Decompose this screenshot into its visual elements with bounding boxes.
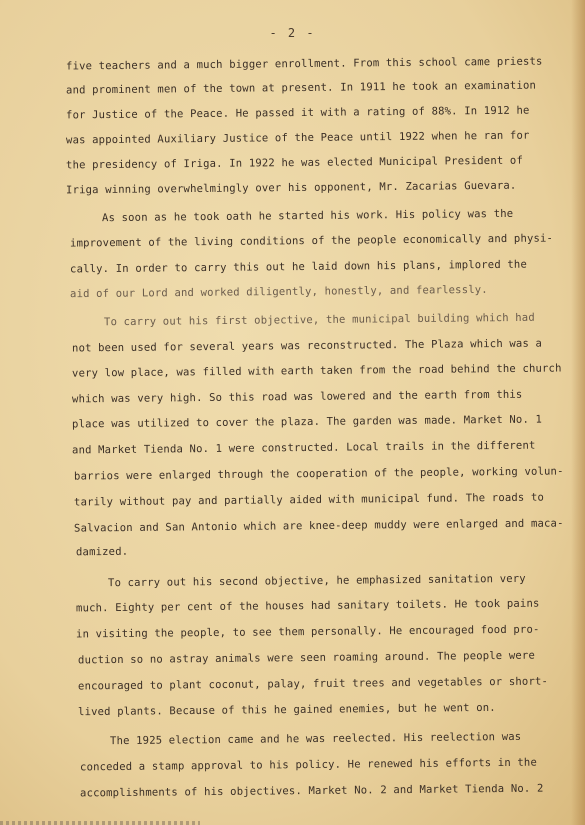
text-line: damized.: [75, 545, 129, 559]
text-line: aid of our Lord and worked diligently, honestly, and fearlessly.: [69, 283, 488, 301]
text-line: conceded a stamp approval to his policy. He renewed his efforts in the: [79, 756, 538, 774]
text-line: was appointed Auxiliary Justice of the Peace until 1922 when he ran for: [65, 129, 530, 147]
text-line: cally. In order to carry this out he laid down his plans, implored the: [69, 258, 528, 276]
page-edge-stain: [571, 0, 585, 825]
text-line: five teachers and a much bigger enrollment. From this school came priests: [65, 55, 543, 73]
text-line: and prominent men of the town at present. In 1911 he took an examination: [65, 79, 537, 97]
text-line: place was utilized to cover the plaza. The garden was made. Market No. 1: [71, 413, 543, 431]
text-line: which was very high. So this road was lowered and the earth from this: [71, 388, 523, 406]
text-line: tarily without pay and partially aided with municipal fund. The roads to: [73, 491, 545, 509]
text-line: in visiting the people, to see them personally. He encouraged food pro-: [75, 623, 540, 641]
text-line: Iriga winning overwhelmingly over his opponent, Mr. Zacarias Guevara.: [65, 179, 517, 197]
text-line: and Market Tienda No. 1 were constructed. Local trails in the different: [71, 439, 536, 457]
text-line: barrios were enlarged through the cooperation of the people, working volun-: [73, 465, 564, 483]
text-line: The 1925 election came and he was reelected. His reelection was: [109, 730, 522, 748]
page-number: - 2 -: [269, 26, 316, 40]
text-line: encouraged to plant coconut, palay, fruit trees and vegetables or short-: [77, 675, 549, 693]
text-line: for Justice of the Peace. He passed it with a rating of 88%. In 1912 he: [65, 104, 530, 122]
text-line: duction so no astray animals were seen roaming around. The people were: [77, 649, 536, 667]
text-line: very low place, was filled with earth taken from the road behind the church: [71, 362, 562, 380]
text-line: To carry out his first objective, the municipal building which had: [103, 311, 535, 329]
text-line: the presidency of Iriga. In 1922 he was elected Municipal President of: [65, 154, 524, 172]
text-line: accomplishments of his objectives. Market No. 2 and Market Tienda No. 2: [79, 782, 544, 800]
text-line: As soon as he took oath he started his work. His policy was the: [101, 207, 514, 225]
text-line: much. Eighty per cent of the houses had sanitary toilets. He took pains: [75, 597, 540, 615]
text-line: lived plants. Because of this he gained enemies, but he went on.: [77, 701, 496, 719]
text-line: improvement of the living conditions of the people economically and physi-: [69, 232, 554, 250]
scan-edge-artifact: [0, 821, 200, 825]
text-line: not been used for several years was reconstructed. The Plaza which was a: [71, 337, 543, 355]
text-line: Salvacion and San Antonio which are knee-deep muddy were enlarged and maca-: [73, 517, 564, 535]
text-line: To carry out his second objective, he emphasized sanitation very: [107, 572, 526, 590]
